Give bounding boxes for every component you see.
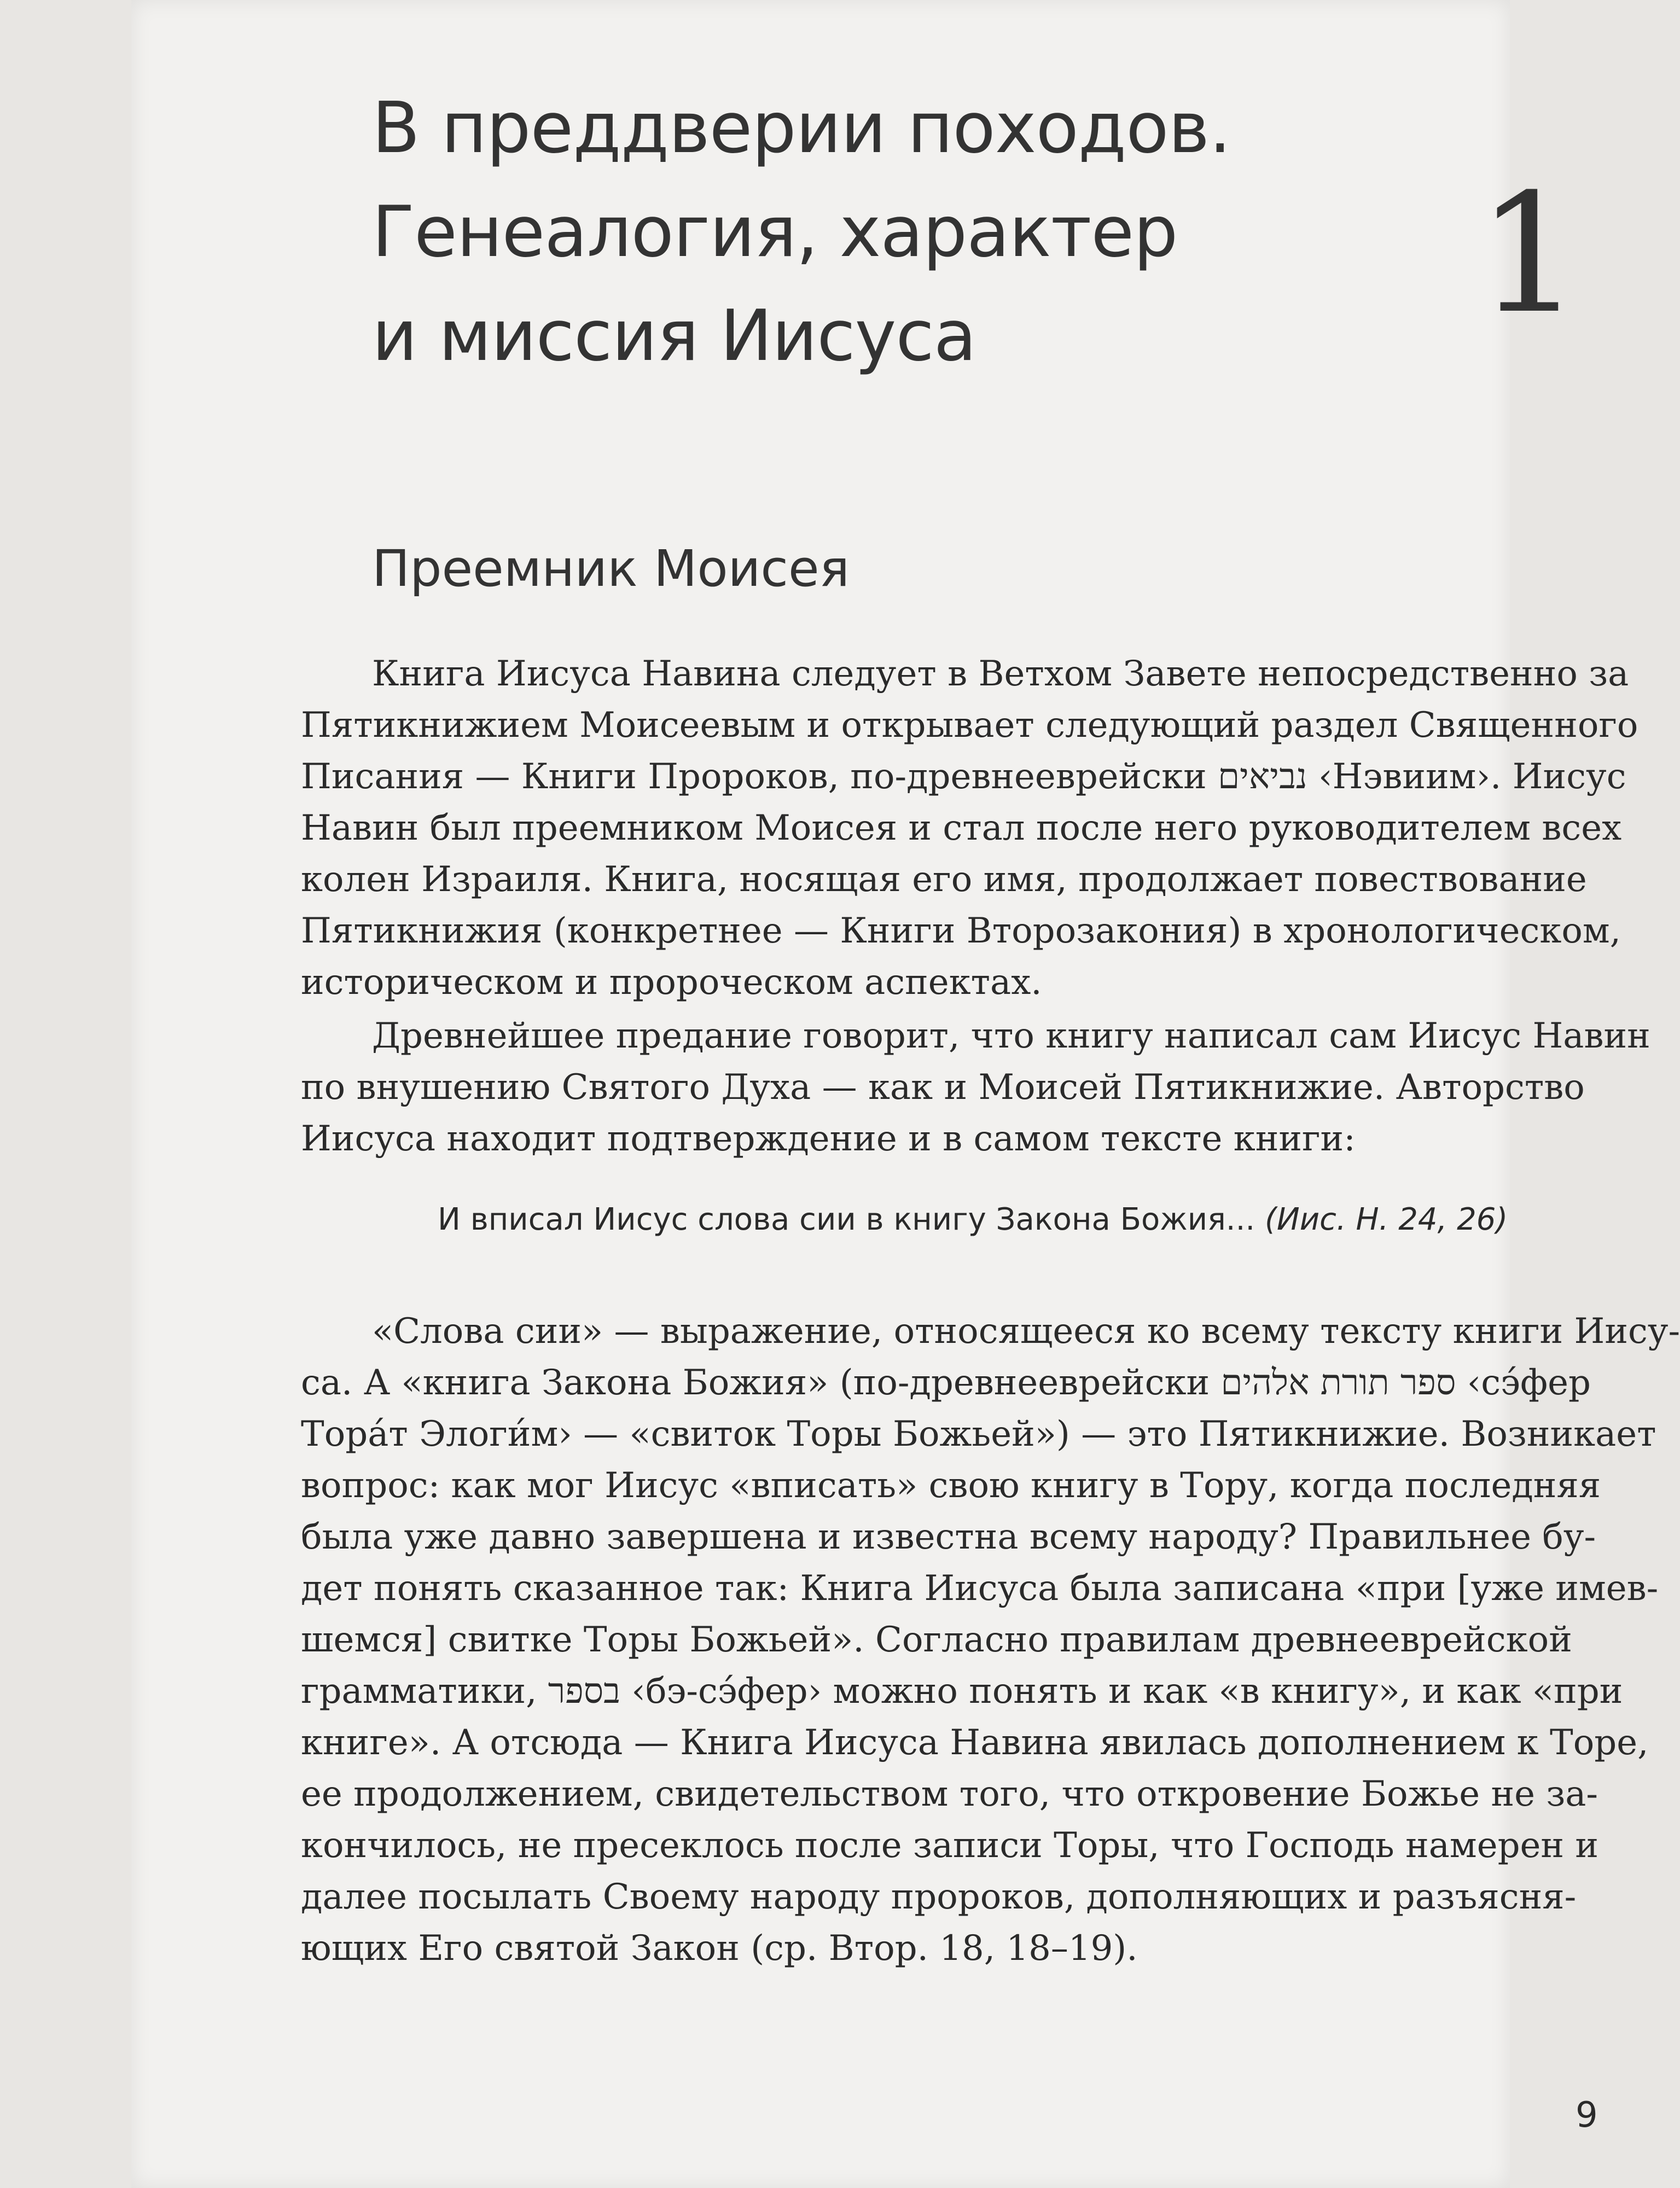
text-line: «Слова сии» — выражение, относящееся ко всему тексту книги Иису- — [372, 1311, 1680, 1352]
text-line: Древнейшее предание говорит, что книгу написал сам Иисус Навин — [372, 1016, 1650, 1056]
chapter-number: 1 — [1477, 159, 1582, 350]
text-line: далее посылать Своему народу пророков, дополняющих и разъясня- — [301, 1877, 1577, 1917]
text-line: была уже давно завершена и известна всему народу? Правильнее бу- — [301, 1517, 1596, 1557]
text-line: Иисуса находит подтверждение и в самом тексте книги: — [301, 1119, 1356, 1159]
book-page — [131, 0, 1680, 2188]
text-line: Тора́т Элоги́м› — «свиток Торы Божьей») — это Пятикнижие. Возникает — [301, 1414, 1656, 1454]
text-line: вопрос: как мог Иисус «вписать» свою книгу в Тору, когда последняя — [301, 1465, 1601, 1506]
text-line: ющих Его святой Закон (ср. Втор. 18, 18–19). — [301, 1928, 1138, 1969]
chapter-title — [372, 77, 1302, 388]
quote-text: И вписал Иисус слова сии в книгу Закона Божия... — [438, 1202, 1255, 1237]
text-line: Пятикнижия (конкретнее — Книги Второзакония) в хронологическом, — [301, 911, 1621, 951]
text-line: Книга Иисуса Навина следует в Ветхом Завете непосредственно за — [372, 654, 1629, 694]
text-line: дет понять сказанное так: Книга Иисуса была записана «при [уже имев- — [301, 1568, 1659, 1609]
scripture-quote — [438, 1194, 1554, 1246]
chapter-title-line: Генеалогия, характер — [372, 191, 1178, 273]
text-line: са. А «книга Закона Божия» (по-древнееврейски ספר תורת אלהים ‹сэ́фер — [301, 1363, 1591, 1403]
text-line: Навин был преемником Моисея и стал после него руководителем всех — [301, 808, 1622, 848]
chapter-title-line: В преддверии походов. — [372, 88, 1231, 169]
section-heading: Преемник Моисея — [372, 539, 850, 598]
text-line: по внушению Святого Духа — как и Моисей Пятикнижие. Авторство — [301, 1067, 1585, 1108]
text-line: Пятикнижием Моисеевым и открывает следующий раздел Священного — [301, 705, 1638, 746]
text-line: книге». А отсюда — Книга Иисуса Навина явилась дополнением к Торе, — [301, 1723, 1649, 1763]
text-line: историческом и пророческом аспектах. — [301, 962, 1042, 1003]
text-line: колен Израиля. Книга, носящая его имя, продолжает повествование — [301, 859, 1587, 900]
text-line: Писания — Книги Пророков, по-древнееврейски נביאים ‹Нэвиим›. Иисус — [301, 757, 1626, 797]
page-number: 9 — [1576, 2095, 1598, 2135]
text-line: шемся] свитке Торы Божьей». Согласно правилам древнееврейской — [301, 1620, 1572, 1660]
chapter-title-line: и миссия Иисуса — [372, 295, 976, 377]
quote-reference: (Иис. Н. 24, 26) — [1265, 1202, 1508, 1237]
text-line: ее продолжением, свидетельством того, что откровение Божье не за- — [301, 1774, 1598, 1814]
text-line: грамматики, בספר ‹бэ-сэ́фер› можно понять и как «в книгу», и как «при — [301, 1671, 1623, 1712]
body-text — [301, 648, 1680, 1974]
text-line: кончилось, не пресеклось после записи Торы, что Господь намерен и — [301, 1825, 1599, 1866]
